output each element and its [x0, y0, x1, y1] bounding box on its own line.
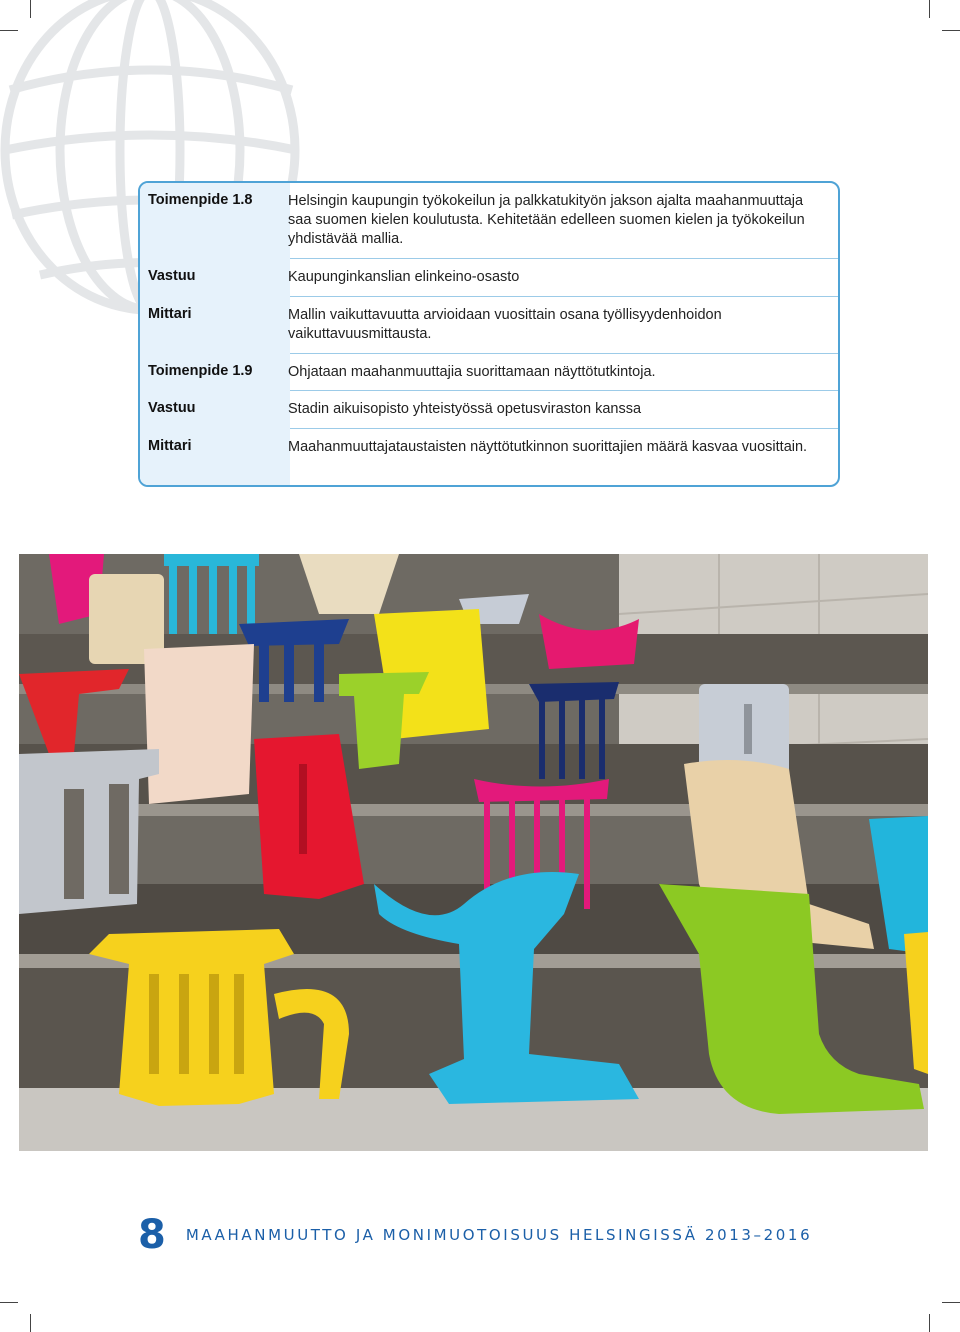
- table-row: [140, 400, 838, 419]
- row-label: Vastuu: [148, 268, 196, 284]
- divider: [290, 296, 838, 297]
- crop-mark: [929, 1314, 930, 1332]
- row-value: Stadin aikuisopisto yhteistyössä opetusviraston kanssa: [288, 401, 642, 417]
- row-label: Toimenpide 1.9: [148, 363, 253, 379]
- table-row: [140, 438, 838, 457]
- row-label: Mittari: [148, 306, 192, 322]
- row-label: Mittari: [148, 438, 192, 454]
- divider: [290, 428, 838, 429]
- crop-mark: [0, 1302, 18, 1303]
- row-value: Kaupunginkanslian elinkeino-osasto: [288, 269, 520, 285]
- crop-mark: [929, 0, 930, 18]
- crop-mark: [30, 1314, 31, 1332]
- action-table: [138, 181, 840, 487]
- publication-title: MAAHANMUUTTO JA MONIMUOTOISUUS HELSINGISSÄ 2013–2016: [185, 1226, 813, 1244]
- table-row: [140, 363, 838, 382]
- table-row: [140, 192, 838, 249]
- divider: [290, 258, 838, 259]
- row-label: Vastuu: [148, 400, 196, 416]
- chairs-photo: [19, 554, 928, 1151]
- table-row: [140, 268, 838, 287]
- crop-mark: [942, 1302, 960, 1303]
- row-value: Ohjataan maahanmuuttajia suorittamaan näyttötutkintoja.: [288, 364, 656, 380]
- row-label: Toimenpide 1.8: [148, 192, 253, 208]
- table-row: [140, 306, 838, 344]
- row-value: Helsingin kaupungin työkokeilun ja palkkatukityön jakson ajalta maahanmuuttaja saa suomen kielen koulutusta. Kehitetään edelleen suomen kielen ja työkokeilun yhdistävää mallia.: [288, 193, 805, 247]
- crop-mark: [942, 30, 960, 31]
- divider: [290, 390, 838, 391]
- page-number: 8: [138, 1212, 166, 1258]
- page-footer: [138, 1213, 812, 1257]
- divider: [290, 353, 838, 354]
- row-value: Mallin vaikuttavuutta arvioidaan vuosittain osana työllisyydenhoidon vaikuttavuusmittausta.: [288, 307, 722, 342]
- row-value: Maahanmuuttajataustaisten näyttötutkinnon suorittajien määrä kasvaa vuosittain.: [288, 439, 808, 455]
